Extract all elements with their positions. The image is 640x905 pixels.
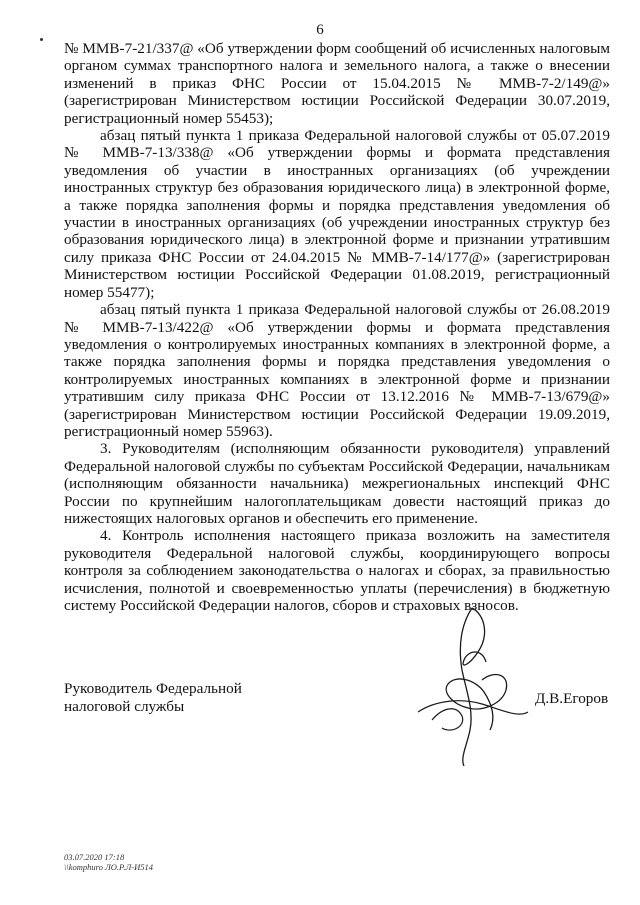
paragraph-item-4: 4. Контроль исполнения настоящего приказа возложить на заместителя руководителя Федеральной налоговой службы, координирующего вопросы контроля за соблюдением законодательства о налогах и сборах, за правильностью исчисления, полнотой и своевременностью уплаты (перечисления) в бюджетную систему Российской Федерации налогов, сборов и страховых взносов. bbox=[64, 527, 610, 614]
footer-meta bbox=[64, 852, 153, 872]
signatory-title-line1: Руководитель Федеральной bbox=[64, 680, 242, 697]
paragraph-continuation: № ММВ-7-21/337@ «Об утверждении форм сообщений об исчисленных налоговым органом суммах транспортного налога и земельного налога, а также о внесении изменений в приказ ФНС России от 15.04.2015 № ММВ-7-2/149@» (зарегистрирован Министерством юстиции Российской Федерации 30.07.2019, регистрационный номер 55453); bbox=[64, 40, 610, 127]
signatory-title bbox=[64, 680, 242, 716]
handwritten-signature bbox=[412, 600, 532, 770]
signer-name: Д.В.Егоров bbox=[535, 690, 609, 707]
paragraph-order-422: абзац пятый пункта 1 приказа Федеральной налоговой службы от 26.08.2019 № ММВ-7-13/422@ «Об утверждении формы и формата представления уведомления о контролируемых иностранных компаниях в электронной форме, а также порядка заполнения формы и порядка представления уведомления о контролируемых иностранных компаниях в электронной форме и признании утратившим силу приказа ФНС России от 13.12.2016 № ММВ-7-13/679@» (зарегистрирован Министерством юстиции Российской Федерации 19.09.2019, регистрационный номер 55963). bbox=[64, 301, 610, 440]
footer-timestamp: 03.07.2020 17:18 bbox=[64, 852, 125, 862]
document-body bbox=[64, 40, 610, 614]
footer-path: \\komphuro ЛО.Р.Л-И514 bbox=[64, 862, 153, 872]
signatory-title-line2: налоговой службы bbox=[64, 698, 185, 715]
paragraph-order-338: абзац пятый пункта 1 приказа Федеральной налоговой службы от 05.07.2019 № ММВ-7-13/338@ «Об утверждении формы и формата представления уведомления об участии в иностранных организациях (об учреждении иностранных структур без образования юридического лица) в электронной форме, а также порядка заполнения формы и порядка представления уведомления об участии в иностранных организациях (об учреждении иностранных структур без образования юридического лица) в электронной форме и признании утратившим силу приказа ФНС России от 24.04.2015 № ММВ-7-14/177@» (зарегистрирован Министерством юстиции Российской Федерации 01.08.2019, регистрационный номер 55477); bbox=[64, 127, 610, 301]
page-number: 6 bbox=[316, 22, 324, 38]
paragraph-item-3: 3. Руководителям (исполняющим обязанности руководителя) управлений Федеральной налоговой службы по субъектам Российской Федерации, начальникам (исполняющим обязанности начальника) межрегиональных инспекций ФНС России по крупнейшим налогоплательщикам довести настоящий приказ до нижестоящих налоговых органов и обеспечить его применение. bbox=[64, 440, 610, 527]
